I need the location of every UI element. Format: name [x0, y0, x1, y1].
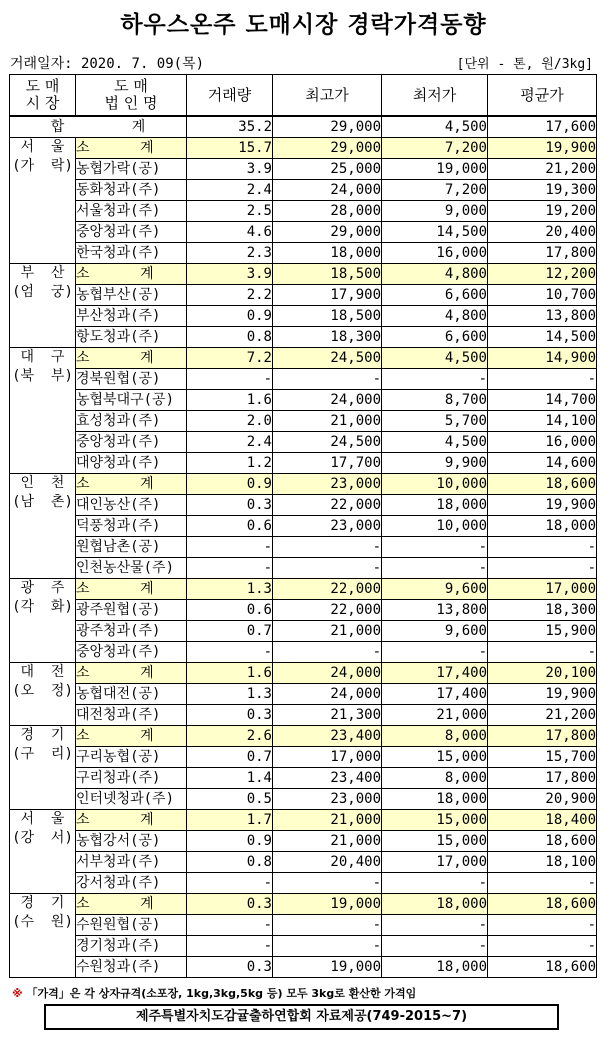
- volume-cell: 1.6: [187, 663, 273, 684]
- source-box: 제주특별자치도감귤출하연합회 자료제공(749-2015~7): [44, 1004, 559, 1030]
- min-price-cell: -: [382, 369, 488, 390]
- avg-price-cell: 19,900: [488, 138, 597, 159]
- volume-cell: 2.4: [187, 432, 273, 453]
- market-city: 경 기: [20, 895, 65, 911]
- volume-cell: 0.8: [187, 852, 273, 873]
- avg-price-cell: 20,400: [488, 222, 597, 243]
- volume-cell: 2.5: [187, 201, 273, 222]
- volume-cell: -: [187, 558, 273, 579]
- volume-cell: 0.3: [187, 495, 273, 516]
- min-price-cell: 18,000: [382, 894, 488, 915]
- avg-price-cell: 18,600: [488, 831, 597, 852]
- min-price-cell: 21,000: [382, 705, 488, 726]
- max-price-cell: 24,500: [273, 432, 382, 453]
- min-price-cell: 17,400: [382, 684, 488, 705]
- header-market: 도 매 시 장: [10, 75, 76, 117]
- min-price-cell: -: [382, 936, 488, 957]
- table-row: [10, 537, 597, 558]
- volume-cell: 0.3: [187, 894, 273, 915]
- volume-cell: 0.6: [187, 516, 273, 537]
- corporation-name: 중앙청과(주): [76, 432, 187, 453]
- avg-price-cell: -: [488, 369, 597, 390]
- volume-cell: 2.0: [187, 411, 273, 432]
- avg-price-cell: 18,400: [488, 810, 597, 831]
- min-price-cell: 9,900: [382, 453, 488, 474]
- avg-price-cell: 17,800: [488, 726, 597, 747]
- min-price-cell: 13,800: [382, 600, 488, 621]
- table-row: [10, 516, 597, 537]
- volume-cell: 1.2: [187, 453, 273, 474]
- price-table: [9, 74, 597, 978]
- market-district: (북 부): [12, 368, 73, 384]
- volume-cell: 2.2: [187, 285, 273, 306]
- corporation-name: 원협남촌(공): [76, 537, 187, 558]
- max-price-cell: -: [273, 642, 382, 663]
- volume-cell: 0.5: [187, 789, 273, 810]
- avg-price-cell: 14,100: [488, 411, 597, 432]
- max-price-cell: 25,000: [273, 159, 382, 180]
- total-avg: 17,600: [488, 116, 597, 138]
- corporation-name: 경기청과(주): [76, 936, 187, 957]
- table-row: [10, 789, 597, 810]
- max-price-cell: 21,000: [273, 411, 382, 432]
- table-row: [10, 705, 597, 726]
- avg-price-cell: 21,200: [488, 705, 597, 726]
- avg-price-cell: 10,700: [488, 285, 597, 306]
- market-city: 인 천: [20, 475, 65, 491]
- market-district: (각 화): [12, 599, 73, 615]
- subtotal-row: [10, 894, 597, 915]
- corporation-name: 농협대전(공): [76, 684, 187, 705]
- header-avg-price: 평균가: [488, 75, 597, 117]
- market-region: [10, 579, 76, 663]
- min-price-cell: 4,500: [382, 432, 488, 453]
- min-price-cell: -: [382, 915, 488, 936]
- volume-cell: 7.2: [187, 348, 273, 369]
- max-price-cell: -: [273, 558, 382, 579]
- avg-price-cell: 20,900: [488, 789, 597, 810]
- avg-price-cell: -: [488, 936, 597, 957]
- avg-price-cell: 17,800: [488, 243, 597, 264]
- max-price-cell: -: [273, 915, 382, 936]
- total-row: [10, 116, 597, 138]
- max-price-cell: 24,000: [273, 684, 382, 705]
- corporation-name: 소 계: [76, 726, 187, 747]
- table-row: [10, 495, 597, 516]
- corporation-name: 효성청과(주): [76, 411, 187, 432]
- volume-cell: 1.4: [187, 768, 273, 789]
- min-price-cell: 17,400: [382, 663, 488, 684]
- min-price-cell: -: [382, 642, 488, 663]
- max-price-cell: 23,000: [273, 789, 382, 810]
- max-price-cell: 18,500: [273, 306, 382, 327]
- max-price-cell: 19,000: [273, 894, 382, 915]
- corporation-name: 대전청과(주): [76, 705, 187, 726]
- market-city: 서 울: [20, 811, 65, 827]
- avg-price-cell: -: [488, 537, 597, 558]
- avg-price-cell: 18,600: [488, 474, 597, 495]
- table-row: [10, 180, 597, 201]
- avg-price-cell: 13,800: [488, 306, 597, 327]
- corporation-name: 농협강서(공): [76, 831, 187, 852]
- table-row: [10, 642, 597, 663]
- total-max: 29,000: [273, 116, 382, 138]
- market-region: [10, 264, 76, 348]
- trade-date: 거래일자: 2020. 7. 09(목): [10, 56, 205, 72]
- market-district: (구 리): [12, 746, 73, 762]
- subtotal-row: [10, 264, 597, 285]
- max-price-cell: 23,000: [273, 516, 382, 537]
- corporation-name: 수원원협(공): [76, 915, 187, 936]
- avg-price-cell: 14,900: [488, 348, 597, 369]
- header-corporation: 도 매 법 인 명: [76, 75, 187, 117]
- corporation-name: 덕풍청과(주): [76, 516, 187, 537]
- corporation-name: 동화청과(주): [76, 180, 187, 201]
- max-price-cell: 24,000: [273, 180, 382, 201]
- subtotal-row: [10, 663, 597, 684]
- avg-price-cell: 15,700: [488, 747, 597, 768]
- min-price-cell: 15,000: [382, 747, 488, 768]
- table-row: [10, 432, 597, 453]
- total-volume: 35.2: [187, 116, 273, 138]
- max-price-cell: 20,400: [273, 852, 382, 873]
- max-price-cell: 17,000: [273, 747, 382, 768]
- avg-price-cell: -: [488, 873, 597, 894]
- avg-price-cell: -: [488, 915, 597, 936]
- corporation-name: 중앙청과(주): [76, 642, 187, 663]
- avg-price-cell: 19,300: [488, 180, 597, 201]
- corporation-name: 대양청과(주): [76, 453, 187, 474]
- max-price-cell: 21,000: [273, 810, 382, 831]
- market-city: 서 울: [20, 139, 65, 155]
- max-price-cell: 24,000: [273, 663, 382, 684]
- corporation-name: 소 계: [76, 138, 187, 159]
- corporation-name: 농협북대구(공): [76, 390, 187, 411]
- volume-cell: -: [187, 642, 273, 663]
- corporation-name: 소 계: [76, 663, 187, 684]
- table-row: [10, 243, 597, 264]
- min-price-cell: 4,500: [382, 348, 488, 369]
- table-row: [10, 327, 597, 348]
- header-row: [10, 75, 597, 117]
- min-price-cell: -: [382, 537, 488, 558]
- volume-cell: 1.6: [187, 390, 273, 411]
- corporation-name: 소 계: [76, 474, 187, 495]
- max-price-cell: 29,000: [273, 138, 382, 159]
- max-price-cell: 23,000: [273, 474, 382, 495]
- min-price-cell: 7,200: [382, 180, 488, 201]
- volume-cell: 3.9: [187, 264, 273, 285]
- min-price-cell: -: [382, 558, 488, 579]
- market-city: 경 기: [20, 727, 65, 743]
- min-price-cell: 9,600: [382, 621, 488, 642]
- market-district: (오 정): [12, 683, 73, 699]
- corporation-name: 수원청과(주): [76, 957, 187, 978]
- header-volume: 거래량: [187, 75, 273, 117]
- corporation-name: 한국청과(주): [76, 243, 187, 264]
- avg-price-cell: 18,600: [488, 894, 597, 915]
- total-label: 합 계: [10, 116, 187, 138]
- note-mark: ※: [12, 987, 23, 1000]
- avg-price-cell: 16,000: [488, 432, 597, 453]
- corporation-name: 소 계: [76, 264, 187, 285]
- corporation-name: 인터넷청과(주): [76, 789, 187, 810]
- table-row: [10, 957, 597, 978]
- avg-price-cell: 17,000: [488, 579, 597, 600]
- volume-cell: 4.6: [187, 222, 273, 243]
- avg-price-cell: 12,200: [488, 264, 597, 285]
- market-region: [10, 894, 76, 978]
- volume-cell: 3.9: [187, 159, 273, 180]
- avg-price-cell: 18,000: [488, 516, 597, 537]
- max-price-cell: 24,000: [273, 390, 382, 411]
- table-row: [10, 873, 597, 894]
- volume-cell: 0.9: [187, 474, 273, 495]
- max-price-cell: 21,000: [273, 831, 382, 852]
- corporation-name: 광주청과(주): [76, 621, 187, 642]
- table-row: [10, 936, 597, 957]
- volume-cell: 0.7: [187, 747, 273, 768]
- volume-cell: 0.7: [187, 621, 273, 642]
- max-price-cell: 23,400: [273, 768, 382, 789]
- market-region: [10, 726, 76, 810]
- table-row: [10, 831, 597, 852]
- corporation-name: 구리청과(주): [76, 768, 187, 789]
- min-price-cell: 6,600: [382, 327, 488, 348]
- avg-price-cell: 14,500: [488, 327, 597, 348]
- volume-cell: 2.3: [187, 243, 273, 264]
- table-row: [10, 159, 597, 180]
- max-price-cell: -: [273, 369, 382, 390]
- avg-price-cell: 18,300: [488, 600, 597, 621]
- volume-cell: 0.9: [187, 831, 273, 852]
- table-row: [10, 411, 597, 432]
- avg-price-cell: 17,800: [488, 768, 597, 789]
- volume-cell: 1.3: [187, 684, 273, 705]
- min-price-cell: 8,700: [382, 390, 488, 411]
- avg-price-cell: 19,900: [488, 495, 597, 516]
- avg-price-cell: 21,200: [488, 159, 597, 180]
- min-price-cell: 9,600: [382, 579, 488, 600]
- subtotal-row: [10, 579, 597, 600]
- table-row: [10, 852, 597, 873]
- page-title: 하우스온주 도매시장 경락가격동향: [120, 12, 487, 38]
- corporation-name: 인천농산물(주): [76, 558, 187, 579]
- avg-price-cell: -: [488, 642, 597, 663]
- max-price-cell: 28,000: [273, 201, 382, 222]
- subtotal-row: [10, 348, 597, 369]
- min-price-cell: 7,200: [382, 138, 488, 159]
- volume-cell: -: [187, 936, 273, 957]
- avg-price-cell: -: [488, 558, 597, 579]
- max-price-cell: 22,000: [273, 495, 382, 516]
- volume-cell: 15.7: [187, 138, 273, 159]
- min-price-cell: -: [382, 873, 488, 894]
- subtotal-row: [10, 474, 597, 495]
- corporation-name: 구리농협(공): [76, 747, 187, 768]
- table-row: [10, 201, 597, 222]
- max-price-cell: 18,300: [273, 327, 382, 348]
- corporation-name: 광주원협(공): [76, 600, 187, 621]
- max-price-cell: 17,700: [273, 453, 382, 474]
- market-city: 광 주: [20, 580, 65, 596]
- min-price-cell: 17,000: [382, 852, 488, 873]
- min-price-cell: 18,000: [382, 957, 488, 978]
- avg-price-cell: 18,100: [488, 852, 597, 873]
- table-row: [10, 390, 597, 411]
- table-row: [10, 768, 597, 789]
- table-row: [10, 684, 597, 705]
- header-min-price: 최저가: [382, 75, 488, 117]
- market-district: (엄 궁): [12, 284, 73, 300]
- volume-cell: -: [187, 369, 273, 390]
- volume-cell: 0.3: [187, 705, 273, 726]
- max-price-cell: 18,500: [273, 264, 382, 285]
- avg-price-cell: 20,100: [488, 663, 597, 684]
- market-district: (수 원): [12, 914, 73, 930]
- max-price-cell: 21,000: [273, 621, 382, 642]
- max-price-cell: 19,000: [273, 957, 382, 978]
- market-district: (강 서): [12, 830, 73, 846]
- min-price-cell: 4,800: [382, 306, 488, 327]
- market-district: (가 락): [12, 158, 73, 174]
- corporation-name: 서울청과(주): [76, 201, 187, 222]
- max-price-cell: -: [273, 873, 382, 894]
- corporation-name: 경북원협(공): [76, 369, 187, 390]
- corporation-name: 서부청과(주): [76, 852, 187, 873]
- max-price-cell: 17,900: [273, 285, 382, 306]
- table-row: [10, 306, 597, 327]
- market-city: 부 산: [20, 265, 65, 281]
- volume-cell: -: [187, 873, 273, 894]
- min-price-cell: 8,000: [382, 768, 488, 789]
- corporation-name: 농협부산(공): [76, 285, 187, 306]
- max-price-cell: 22,000: [273, 579, 382, 600]
- min-price-cell: 9,000: [382, 201, 488, 222]
- volume-cell: 0.6: [187, 600, 273, 621]
- table-row: [10, 558, 597, 579]
- table-row: [10, 285, 597, 306]
- market-region: [10, 348, 76, 474]
- volume-cell: -: [187, 537, 273, 558]
- min-price-cell: 14,500: [382, 222, 488, 243]
- unit-label: [단위 - 톤, 원/3kg]: [456, 57, 593, 72]
- market-region: [10, 663, 76, 726]
- market-region: [10, 474, 76, 579]
- avg-price-cell: 14,600: [488, 453, 597, 474]
- subtotal-row: [10, 810, 597, 831]
- avg-price-cell: 19,900: [488, 684, 597, 705]
- max-price-cell: 18,000: [273, 243, 382, 264]
- corporation-name: 대인농산(주): [76, 495, 187, 516]
- table-row: [10, 453, 597, 474]
- corporation-name: 항도청과(주): [76, 327, 187, 348]
- min-price-cell: 6,600: [382, 285, 488, 306]
- volume-cell: 0.8: [187, 327, 273, 348]
- volume-cell: 2.4: [187, 180, 273, 201]
- max-price-cell: -: [273, 936, 382, 957]
- volume-cell: 0.9: [187, 306, 273, 327]
- corporation-name: 강서청과(주): [76, 873, 187, 894]
- corporation-name: 소 계: [76, 894, 187, 915]
- min-price-cell: 10,000: [382, 516, 488, 537]
- total-min: 4,500: [382, 116, 488, 138]
- volume-cell: 1.3: [187, 579, 273, 600]
- min-price-cell: 19,000: [382, 159, 488, 180]
- max-price-cell: 22,000: [273, 600, 382, 621]
- min-price-cell: 5,700: [382, 411, 488, 432]
- avg-price-cell: 14,700: [488, 390, 597, 411]
- market-region: [10, 138, 76, 264]
- avg-price-cell: 18,600: [488, 957, 597, 978]
- max-price-cell: 24,500: [273, 348, 382, 369]
- table-row: [10, 621, 597, 642]
- table-row: [10, 600, 597, 621]
- min-price-cell: 4,800: [382, 264, 488, 285]
- table-row: [10, 747, 597, 768]
- min-price-cell: 16,000: [382, 243, 488, 264]
- market-city: 대 전: [20, 664, 65, 680]
- corporation-name: 농협가락(공): [76, 159, 187, 180]
- table-row: [10, 915, 597, 936]
- max-price-cell: 29,000: [273, 222, 382, 243]
- corporation-name: 소 계: [76, 579, 187, 600]
- avg-price-cell: 15,900: [488, 621, 597, 642]
- header-max-price: 최고가: [273, 75, 382, 117]
- footnote: [12, 985, 416, 1001]
- volume-cell: 0.3: [187, 957, 273, 978]
- min-price-cell: 10,000: [382, 474, 488, 495]
- corporation-name: 소 계: [76, 810, 187, 831]
- volume-cell: 1.7: [187, 810, 273, 831]
- market-region: [10, 810, 76, 894]
- corporation-name: 중앙청과(주): [76, 222, 187, 243]
- max-price-cell: -: [273, 537, 382, 558]
- corporation-name: 부산청과(주): [76, 306, 187, 327]
- market-district: (남 촌): [12, 494, 73, 510]
- table-row: [10, 369, 597, 390]
- volume-cell: -: [187, 915, 273, 936]
- min-price-cell: 8,000: [382, 726, 488, 747]
- min-price-cell: 15,000: [382, 810, 488, 831]
- subtotal-row: [10, 138, 597, 159]
- max-price-cell: 21,300: [273, 705, 382, 726]
- min-price-cell: 15,000: [382, 831, 488, 852]
- avg-price-cell: 19,200: [488, 201, 597, 222]
- table-row: [10, 222, 597, 243]
- subtotal-row: [10, 726, 597, 747]
- min-price-cell: 18,000: [382, 495, 488, 516]
- corporation-name: 소 계: [76, 348, 187, 369]
- min-price-cell: 18,000: [382, 789, 488, 810]
- note-text: 「가격」은 각 상자규격(소포장, 1kg,3kg,5kg 등) 모두 3kg로 환산한 가격임: [26, 987, 417, 1000]
- volume-cell: 2.6: [187, 726, 273, 747]
- market-city: 대 구: [20, 349, 65, 365]
- max-price-cell: 23,400: [273, 726, 382, 747]
